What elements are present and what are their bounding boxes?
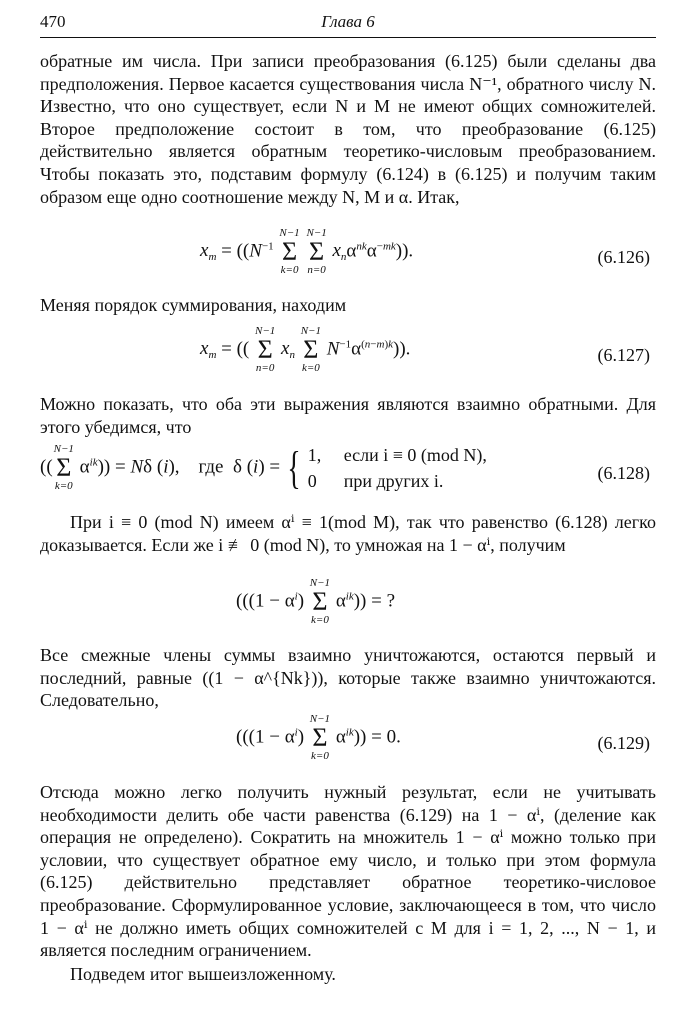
case-2-condition: при других i.: [343, 471, 444, 491]
page: [40, 0, 656, 1012]
case-1-value: 1,: [307, 445, 322, 465]
page-number: 470: [40, 12, 66, 31]
equation-number: (6.126): [597, 247, 650, 267]
equation-unlabeled: [40, 578, 656, 638]
equation-6-126-body: $x_m = ((N^{-1}$ N−1 Σ k=0 N−1 Σ n=0 $x_n\alpha^{nk}\alpha^{-mk}$)).: [200, 227, 414, 276]
paragraph-1: обратные им числа. При записи преобразования (6.125) были сделаны два предположения. Первое касается существования числа N⁻¹, обратного числу N. Известно, что оно существует, если N и M не имеют общих сомножителей. Второе предположение состоит в том, что преобразование (6.125) действительно является обратным теоретико-числовым преобразованием. Чтобы показать это, подставим формулу (6.124) в (6.125) и получим таким образом еще одно соотношение между N, M и α. Итак,: [40, 51, 656, 207]
paragraph-5: Все смежные члены суммы взаимно уничтожаются, остаются первый и последний, равные ((1 − α^{Nk})), которые также взаимно уничтожаются. Следовательно,: [40, 645, 656, 711]
sum-symbol: N−1 Σ n=0: [306, 227, 327, 276]
sum-symbol: N−1 Σ k=0: [300, 325, 321, 374]
equation-number: (6.129): [597, 733, 650, 753]
equation-rhs: = ?: [371, 590, 396, 612]
chapter-title: Глава 6: [321, 12, 375, 31]
equation-6-127: [40, 326, 656, 386]
cases: [308, 442, 487, 494]
sum-symbol: N−1 Σ k=0: [309, 577, 331, 626]
where-word: где: [198, 456, 224, 478]
sum-symbol: N−1 Σ n=0: [255, 325, 276, 374]
equation-6-128-body: (( N−1 Σ k=0 $\alpha^{ik})) = N\delta$ (i), где δ (i) = { 1, если i ≡ 0 (mod N), 0 при других i.: [40, 442, 487, 493]
paragraph-7: Подведем итог вышеизложенному.: [70, 964, 336, 984]
paragraph-4: При i ≡ 0 (mod N) имеем αⁱ ≡ 1(mod M), так что равенство (6.128) легко доказывается. Если же i ≢ 0 (mod N), то умножая на 1 − αⁱ, получим: [40, 512, 656, 555]
header-rule: [40, 37, 656, 38]
case-2-value: 0: [307, 471, 317, 491]
equation-number: (6.128): [597, 463, 650, 483]
paragraph-2: Меняя порядок суммирования, находим: [40, 295, 347, 315]
paragraph-3: Можно показать, что оба эти выражения являются взаимно обратными. Для этого убедимся, что: [40, 394, 656, 437]
equation-6-129-body: (($(1 - \alpha^i)$ N−1 Σ k=0 $\alpha^{ik})) = 0$.: [236, 713, 401, 762]
equation-6-127-body: $x_m$ = (( N−1 Σ n=0 $x_n$ N−1 Σ k=0 $N^{-1}\alpha^{(n-m)k}$)).: [200, 325, 411, 374]
equation-6-128: [40, 442, 656, 504]
equation-number: (6.127): [597, 345, 650, 365]
case-1-condition: если i ≡ 0 (mod N),: [343, 445, 487, 465]
paragraph-6: Отсюда можно легко получить нужный результат, если не учитывать необходимости делить обе части равенства (6.129) на 1 − αⁱ, (деление как операция не определено). Сократить на множитель 1 − αⁱ можно только при условии, что существует обратное ему число, и только при этом формула (6.125) действительно представляет обратное теоретико-числовое преобразование. Сформулированное условие, заключающееся в том, что число 1 − αⁱ не должно иметь общих сомножителей с M для i = 1, 2, ..., N − 1, и является последним ограничением.: [40, 782, 656, 961]
page-header: [40, 12, 656, 38]
equation-unlabeled-body: (($(1 - \alpha^i)$ N−1 Σ k=0 $\alpha^{ik}$)) = ?: [236, 577, 396, 626]
left-brace: {: [287, 442, 301, 493]
sum-symbol: N−1 Σ k=0: [53, 443, 74, 492]
sum-symbol: N−1 Σ k=0: [309, 713, 331, 762]
sum-symbol: N−1 Σ k=0: [279, 227, 300, 276]
equation-6-129: [40, 714, 656, 774]
equation-6-126: [40, 228, 656, 288]
